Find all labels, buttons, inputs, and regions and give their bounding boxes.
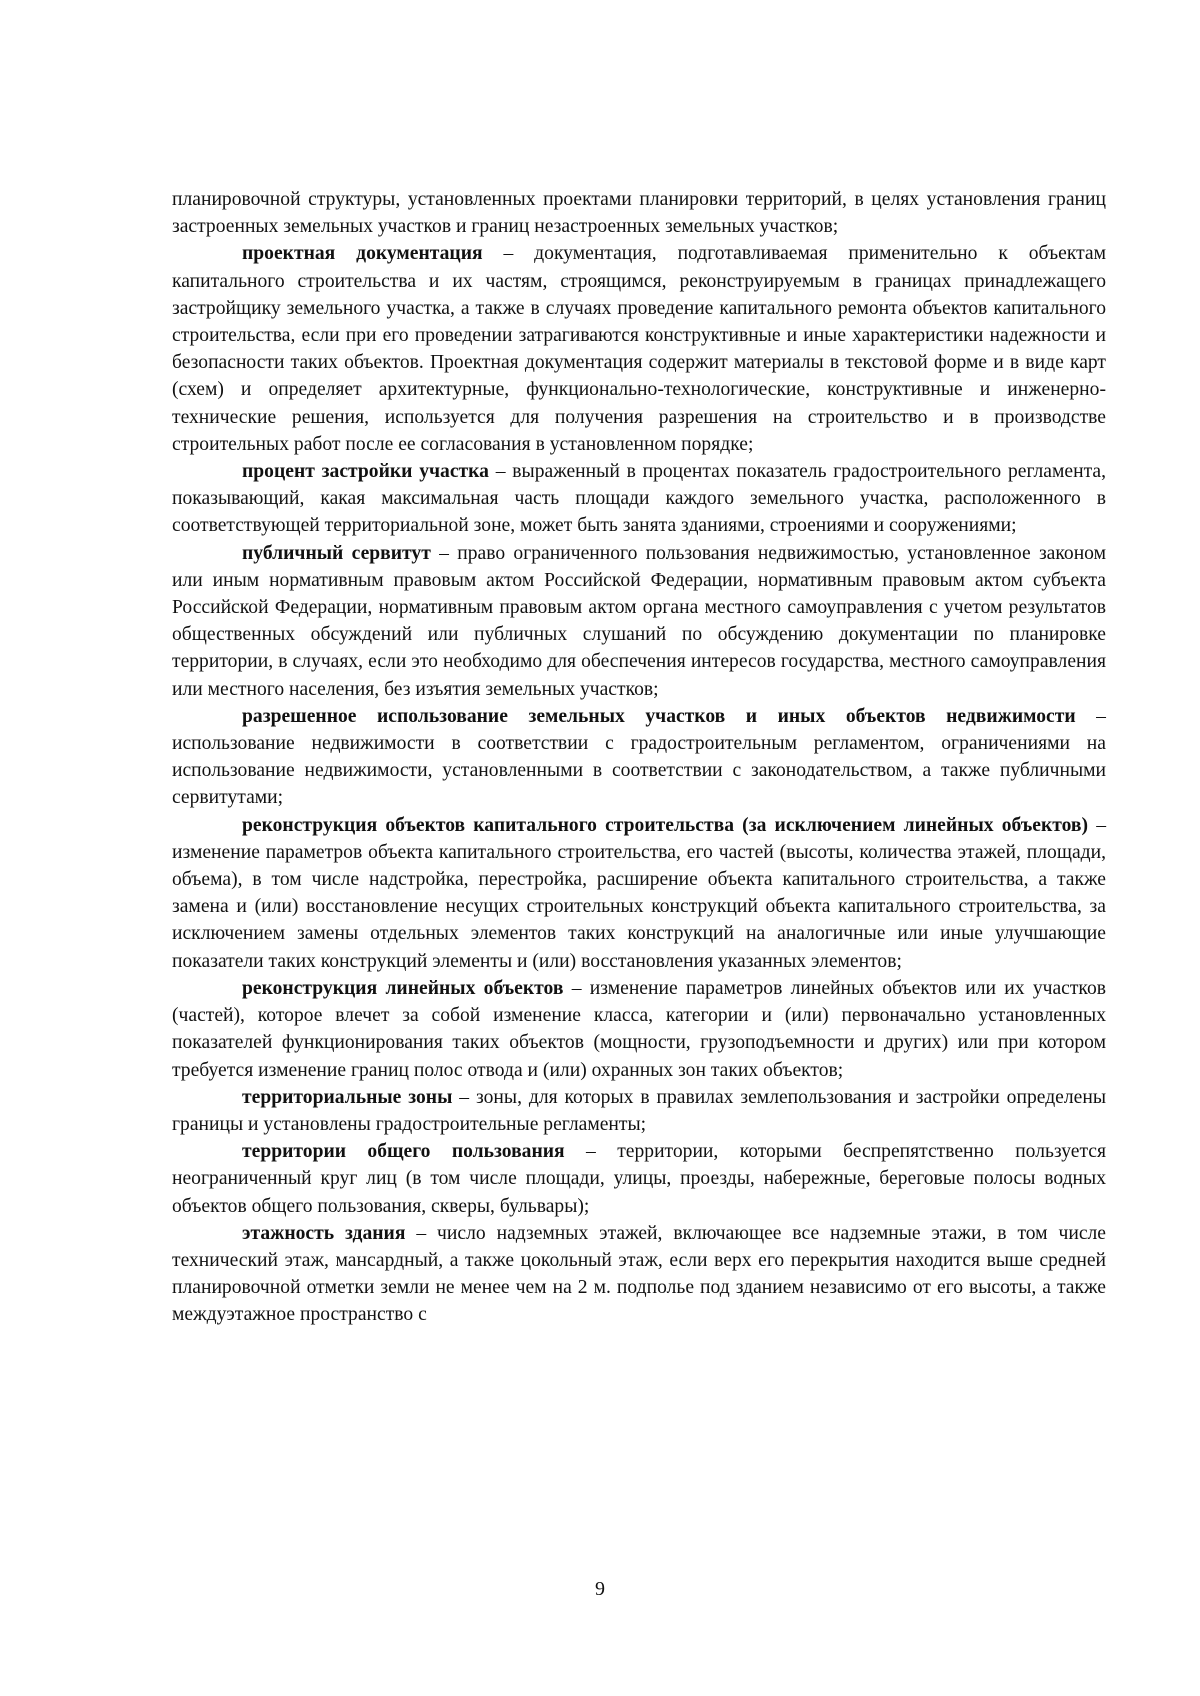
definition-public-territories	[172, 1138, 1106, 1220]
definition-linear-reconstruction	[172, 975, 1106, 1084]
definition-permitted-use	[172, 703, 1106, 812]
definition-text: – использование недвижимости в соответствии с градостроительным регламентом, ограничениями на использование недвижимости, установленными в соответствии с законодательством, а также публичными сервитутами;	[172, 705, 1106, 809]
definition-text: – документация, подготавливаемая применительно к объектам капитального строительства и их частям, строящимся, реконструируемым в границах принадлежащего застройщику земельного участка, а также в случаях проведение капитального ремонта объектов капитального строительства, если при его проведении затрагиваются конструктивные и иные характеристики надежности и безопасности таких объектов. Проектная документация содержит материалы в текстовой форме и в виде карт (схем) и определяет архитектурные, функционально-технологические, конструктивные и инженерно-технические решения, используется для получения разрешения на строительство и в производстве строительных работ после ее согласования в установленном порядке;	[172, 243, 1106, 455]
definition-term: разрешенное использование земельных участков и иных объектов недвижимости	[242, 705, 1076, 727]
definition-term: процент застройки участка	[242, 461, 489, 483]
continuation-paragraph: планировочной структуры, установленных проектами планировки территорий, в целях установления границ застроенных земельных участков и границ незастроенных земельных участков;	[172, 189, 1106, 238]
definition-territorial-zones	[172, 1084, 1106, 1138]
definition-text: – территории, которыми беспрепятственно пользуется неограниченный круг лиц (в том числе площади, улицы, проезды, набережные, береговые полосы водных объектов общего пользования, скверы, бульвары);	[172, 1141, 1107, 1217]
document-page	[172, 186, 1106, 1329]
definition-text: – изменение параметров объекта капитального строительства, его частей (высоты, количества этажей, площади, объема), в том числе надстройка, перестройка, расширение объекта капитального строительства, а также замена и (или) восстановление несущих строительных конструкций объекта капитального строительства, за исключением замены отдельных элементов таких конструкций на аналогичные или иные улучшающие показатели таких конструкций элементы и (или) восстановления указанных элементов;	[172, 814, 1106, 972]
definition-text: – зоны, для которых в правилах землепользования и застройки определены границы и установлены градостроительные регламенты;	[172, 1086, 1106, 1135]
definition-text: – право ограниченного пользования недвижимостью, установленное законом или иным нормативным правовым актом Российской Федерации, нормативным правовым актом субъекта Российской Федерации, нормативным правовым актом органа местного самоуправления с учетом результатов общественных обсуждений или публичных слушаний по обсуждению документации по планировке территории, в случаях, если это необходимо для обеспечения интересов государства, местного самоуправления или местного населения, без изъятия земельных участков;	[172, 542, 1107, 700]
definition-term: этажность здания	[242, 1222, 406, 1244]
page-number: 9	[595, 1578, 605, 1600]
definition-text: – число надземных этажей, включающее все надземные этажи, в том числе технический этаж, мансардный, а также цокольный этаж, если верх его перекрытия находится выше средней планировочной отметки земли не менее чем на 2 м. подполье под зданием независимо от его высоты, а также междуэтажное пространство с	[172, 1222, 1106, 1326]
definition-building-coverage-percent	[172, 458, 1106, 540]
definition-building-storeys	[172, 1220, 1106, 1329]
definition-project-documentation	[172, 240, 1106, 458]
definition-term: реконструкция объектов капитального строительства (за исключением линейных объектов)	[242, 814, 1089, 836]
definition-text: – изменение параметров линейных объектов или их участков (частей), которое влечет за собой изменение класса, категории и (или) первоначально установленных показателей функционирования таких объектов (мощности, грузоподъемности и других) или при котором требуется изменение границ полос отвода и (или) охранных зон таких объектов;	[172, 977, 1107, 1081]
definition-term: публичный сервитут	[242, 542, 431, 564]
definition-term: проектная документация	[242, 243, 483, 265]
definition-capital-reconstruction	[172, 812, 1106, 975]
definition-text: – выраженный в процентах показатель градостроительного регламента, показывающий, какая максимальная часть площади каждого земельного участка, расположенного в соответствующей территориальной зоне, может быть занята зданиями, строениями и сооружениями;	[172, 461, 1106, 537]
definition-term: территориальные зоны	[242, 1086, 453, 1108]
definition-term: территории общего пользования	[242, 1141, 565, 1163]
definition-term: реконструкция линейных объектов	[242, 977, 564, 999]
definition-public-easement	[172, 540, 1106, 703]
